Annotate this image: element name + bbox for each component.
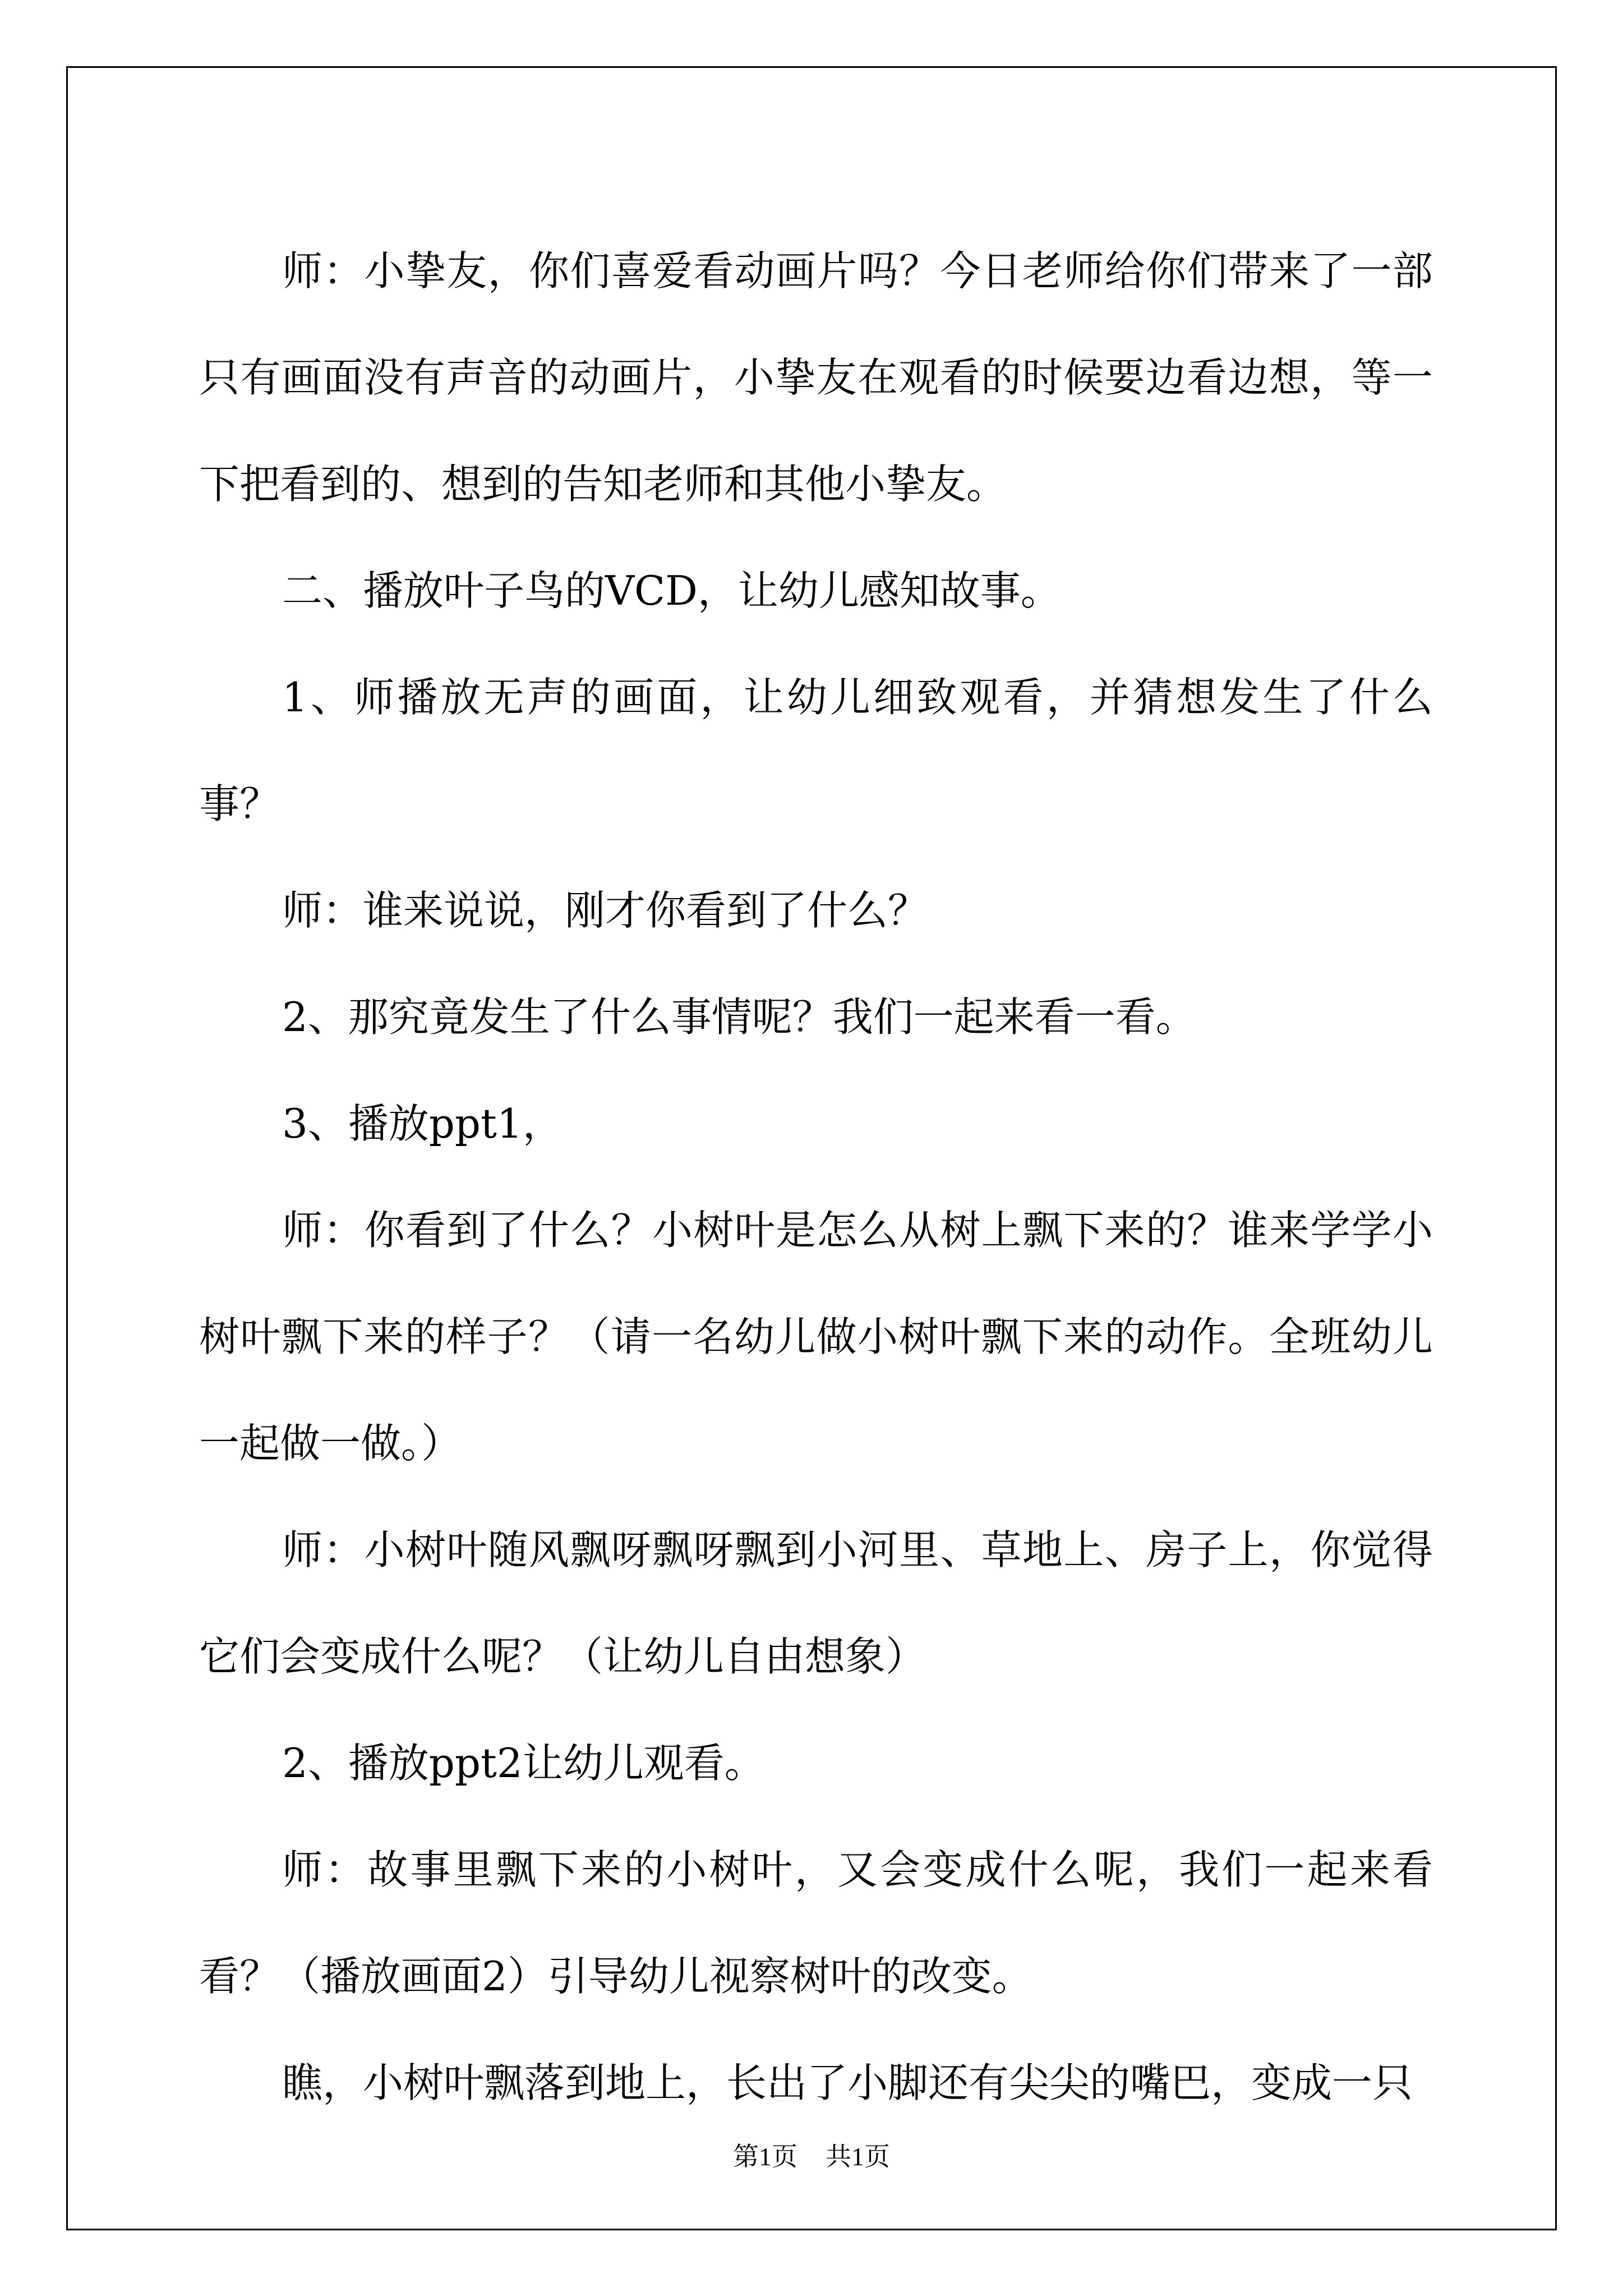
paragraph-7: 师：你看到了什么？小树叶是怎么从树上飘下来的？谁来学学小树叶飘下来的样子？（请一名幼儿做小树叶飘下来的动作。全班幼儿一起做一做。）	[199, 1207, 1433, 1467]
page-total: 共1页	[826, 2142, 890, 2171]
paragraph-2: 二、播放叶子鸟的VCD，让幼儿感知故事。	[282, 567, 1061, 614]
paragraph-8: 师：小树叶随风飘呀飘呀飘到小河里、草地上、房子上，你觉得它们会变成什么呢？（让幼儿自由想象）	[199, 1526, 1433, 1680]
page-number: 第1页	[733, 2142, 797, 2171]
paragraph-4: 师：谁来说说，刚才你看到了什么？	[282, 887, 929, 934]
paragraph-10: 师：故事里飘下来的小树叶，又会变成什么呢，我们一起来看看？（播放画面2）引导幼儿视察树叶的改变。	[199, 1846, 1433, 2000]
page-footer	[0, 2140, 1623, 2174]
paragraph-11: 瞧，小树叶飘落到地上，长出了小脚还有尖尖的嘴巴，变成一只	[282, 2059, 1413, 2106]
paragraph-5: 2、那究竟发生了什么事情呢？我们一起来看一看。	[282, 993, 1196, 1041]
paragraph-6: 3、播放ppt1，	[282, 1100, 563, 1147]
document-body	[199, 218, 1433, 2136]
paragraph-1: 师：小挚友，你们喜爱看动画片吗？今日老师给你们带来了一部只有画面没有声音的动画片，小挚友在观看的时候要边看边想，等一下把看到的、想到的告知老师和其他小挚友。	[199, 247, 1433, 508]
paragraph-3: 1、师播放无声的画面，让幼儿细致观看，并猜想发生了什么事？	[199, 674, 1433, 827]
paragraph-9: 2、播放ppt2让幼儿观看。	[282, 1740, 765, 1787]
